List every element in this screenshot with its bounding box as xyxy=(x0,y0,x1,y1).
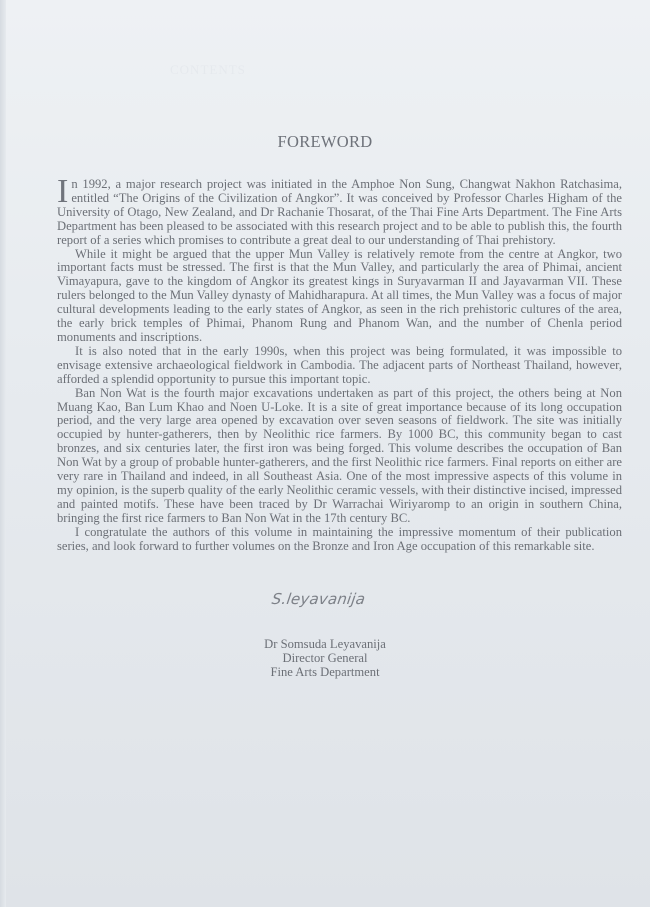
show-through-text: CONTENTS xyxy=(170,62,246,77)
paragraph-5: I congratulate the authors of this volume in maintaining the impressive momentum of their publication series, and look forward to further volumes on the Bronze and Iron Age occupation of this remarkable site. xyxy=(57,524,622,553)
paragraph-2: While it might be argued that the upper Mun Valley is relatively remote from the centre at Angkor, two important facts must be stressed. The first is that the Mun Valley, and particularly the area of Phimai, ancient Vimayapura, gave to the kingdom of Angkor its greatest kings in Suryavarman II and Jayavarman VII. These rulers belonged to the Mun Valley dynasty of Mahidharapura. At all times, the Mun Valley was a focus of major cultural developments leading to the early states of Angkor, as seen in the rich prehistoric cultures of the area, the early brick temples of Phimai, Phanom Rung and Phanom Wan, and the number of Chenla period monuments and inscriptions. xyxy=(57,246,622,344)
paragraph-3: It is also noted that in the early 1990s, when this project was being formulated, it was impossible to envisage extensive archaeological fieldwork in Cambodia. The adjacent parts of Northeast Thailand, however, afforded a splendid opportunity to pursue this important topic. xyxy=(57,343,622,386)
drop-cap: I xyxy=(57,173,69,210)
foreword-body xyxy=(57,173,622,553)
signatory-position: Director General xyxy=(282,651,368,665)
paragraph-1-text: n 1992, a major research project was initiated in the Amphoe Non Sung, Changwat Nakhon Ratchasima, entitled “The Origins of the Civilization of Angkor”. It was conceived by Professor Charles Higham of the University of Otago, New Zealand, and Dr Rachanie Thosarat, of the Thai Fine Arts Department. The Fine Arts Department has been pleased to be associated with this research project and to be able to publish this, the fourth report of a series which promises to contribute a great deal to our understanding of Thai prehistory. xyxy=(57,177,622,247)
paragraph-4: Ban Non Wat is the fourth major excavations undertaken as part of this project, the others being at Non Muang Kao, Ban Lum Khao and Noen U-Loke. It is a site of great importance because of its long occupation period, and the very large area opened by excavation over seven seasons of fieldwork. The site was initially occupied by hunter-gatherers, then by Neolithic rice farmers. By 1000 BC, this community began to cast bronzes, and six centuries later, the first iron was being forged. This volume describes the occupation of Ban Non Wat by a group of probable hunter-gatherers, and the first Neolithic rice farmers. Final reports on either are very rare in Thailand and indeed, in all Southeast Asia. One of the most impressive aspects of this volume in my opinion, is the superb quality of the early Neolithic ceramic vessels, with their distinctive incised, impressed and painted motifs. These have been traced by Dr Warrachai Wiriyaromp to an origin in southern China, bringing the first rice farmers to Ban Non Wat in the 17th century BC. xyxy=(57,385,622,525)
handwritten-signature: S.leyavanija xyxy=(270,590,367,608)
signatory-block xyxy=(0,637,650,679)
signatory-name: Dr Somsuda Leyavanija xyxy=(264,637,386,651)
signatory-organization: Fine Arts Department xyxy=(270,665,380,679)
paragraph-1 xyxy=(57,173,622,248)
page-title: FOREWORD xyxy=(277,132,373,151)
